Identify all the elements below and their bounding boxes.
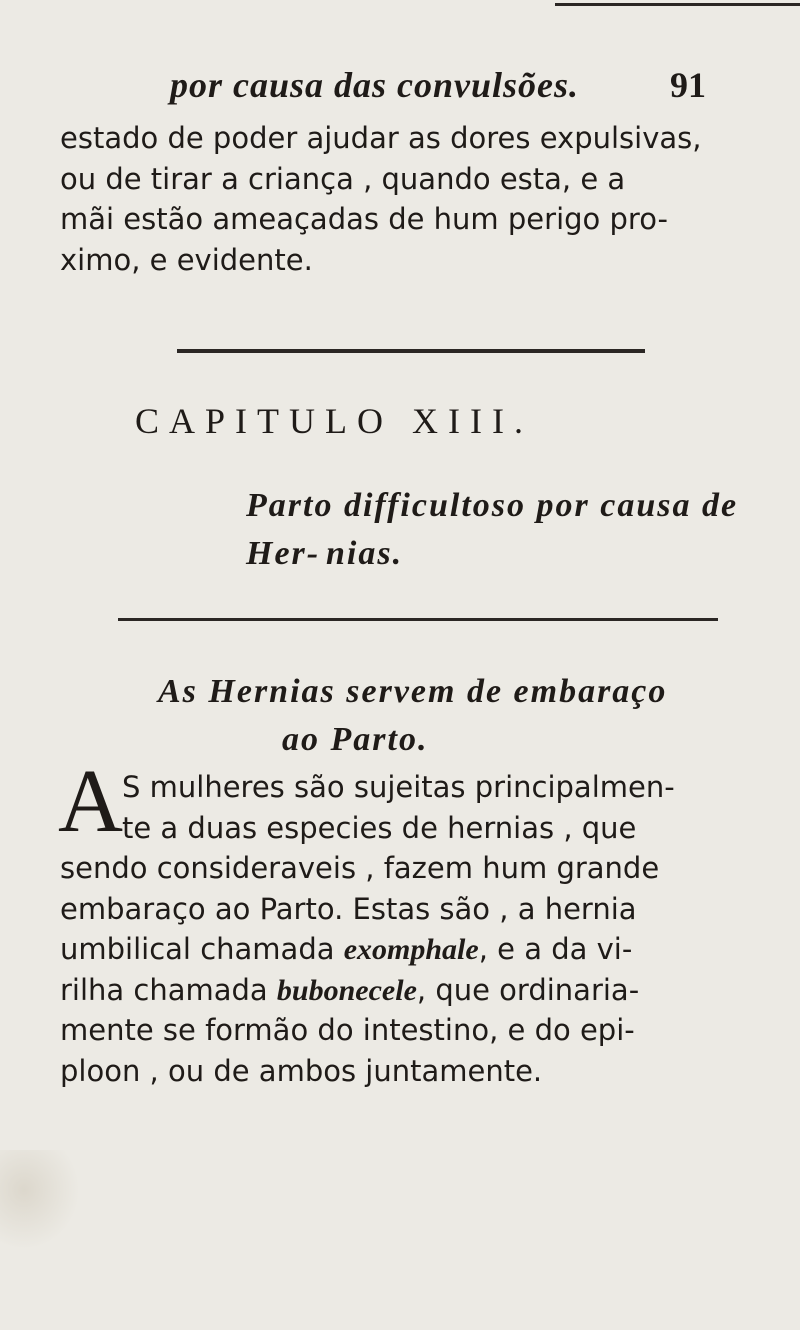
paragraph-line: embaraço ao Parto. Estas são , a hernia — [60, 891, 637, 926]
paragraph-line: te a duas especies de hernias , que — [122, 810, 637, 845]
paragraph-line: ximo, e evidente. — [60, 242, 313, 277]
text-run: , e a da vi- — [478, 932, 633, 966]
paragraph-2 — [60, 767, 760, 1091]
chapter-title-line: Parto difficultoso por causa de Her- — [246, 487, 739, 572]
text-run: , que ordinaria- — [416, 972, 640, 1007]
drop-cap: A — [58, 752, 123, 851]
paragraph-line — [60, 929, 760, 970]
divider-rule — [177, 349, 645, 353]
page-number: 91 — [670, 65, 706, 105]
paper-stain — [0, 1150, 80, 1250]
section-heading — [158, 668, 678, 764]
paragraph-line: sendo consideraveis , fazem hum grande — [60, 851, 660, 885]
chapter-heading: CAPITULO XIII. — [135, 401, 533, 441]
chapter-title-line: nias. — [326, 535, 404, 572]
italic-term: exomphale — [343, 933, 479, 966]
section-heading-line: As Hernias servem de embaraço — [158, 673, 668, 710]
running-title: por causa das convulsões. — [170, 65, 580, 105]
divider-rule — [118, 618, 718, 621]
paragraph-line: ou de tirar a criança , quando esta, e a — [60, 161, 626, 196]
paragraph-line: ploon , ou de ambos juntamente. — [60, 1053, 543, 1088]
chapter-title — [246, 482, 746, 578]
paragraph-line: estado de poder ajudar as dores expulsivas, — [60, 121, 702, 155]
paragraph-1 — [60, 118, 760, 280]
text-run: rilha chamada — [60, 972, 277, 1007]
paragraph-line: mãi estão ameaçadas de hum perigo pro- — [60, 202, 668, 236]
text-run: umbilical chamada — [60, 932, 344, 966]
paragraph-line: S mulheres são sujeitas principalmen- — [122, 770, 675, 804]
section-heading-line: ao Parto. — [282, 721, 429, 758]
paragraph-line: mente se formão do intestino, e do epi- — [60, 1013, 635, 1047]
page-edge-line — [555, 3, 800, 6]
italic-term: bubonecele — [276, 973, 417, 1007]
paragraph-line — [60, 970, 760, 1011]
